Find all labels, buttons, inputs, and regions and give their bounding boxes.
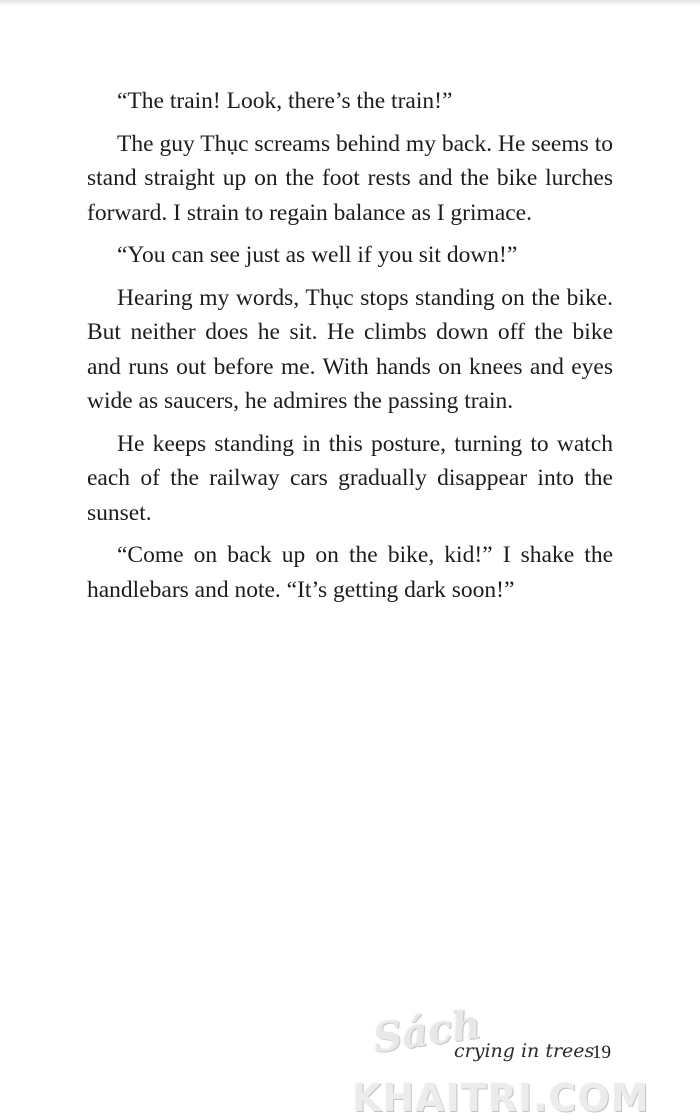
running-book-title: crying in trees bbox=[454, 1040, 595, 1062]
paragraph: “You can see just as well if you sit down!” bbox=[117, 242, 518, 268]
paragraph: He keeps standing in this posture, turning to watch each of the railway cars gradually disappear into the sunset. bbox=[87, 430, 613, 526]
paragraph: “The train! Look, there’s the train!” bbox=[117, 88, 453, 114]
watermark-logo-script: Sách bbox=[370, 1000, 484, 1063]
paragraph: Hearing my words, Thục stops standing on the bike. But neither does he sit. He climbs down off the bike and runs out before me. With hands on knees and eyes wide as saucers, he admires the passing train. bbox=[87, 284, 613, 414]
body-text bbox=[87, 84, 613, 615]
watermark-logo-site: KHAITRI.COM bbox=[352, 1076, 650, 1120]
paragraph: “Come on back up on the bike, kid!” I shake the handlebars and note. “It’s getting dark soon!” bbox=[87, 542, 613, 603]
page-number: 19 bbox=[592, 1042, 611, 1063]
page-footer bbox=[0, 1000, 700, 1119]
paragraph: The guy Thục screams behind my back. He seems to stand straight up on the foot rests and the bike lurches forward. I strain to regain balance as I grimace. bbox=[87, 130, 613, 226]
page-top-edge bbox=[0, 0, 700, 6]
